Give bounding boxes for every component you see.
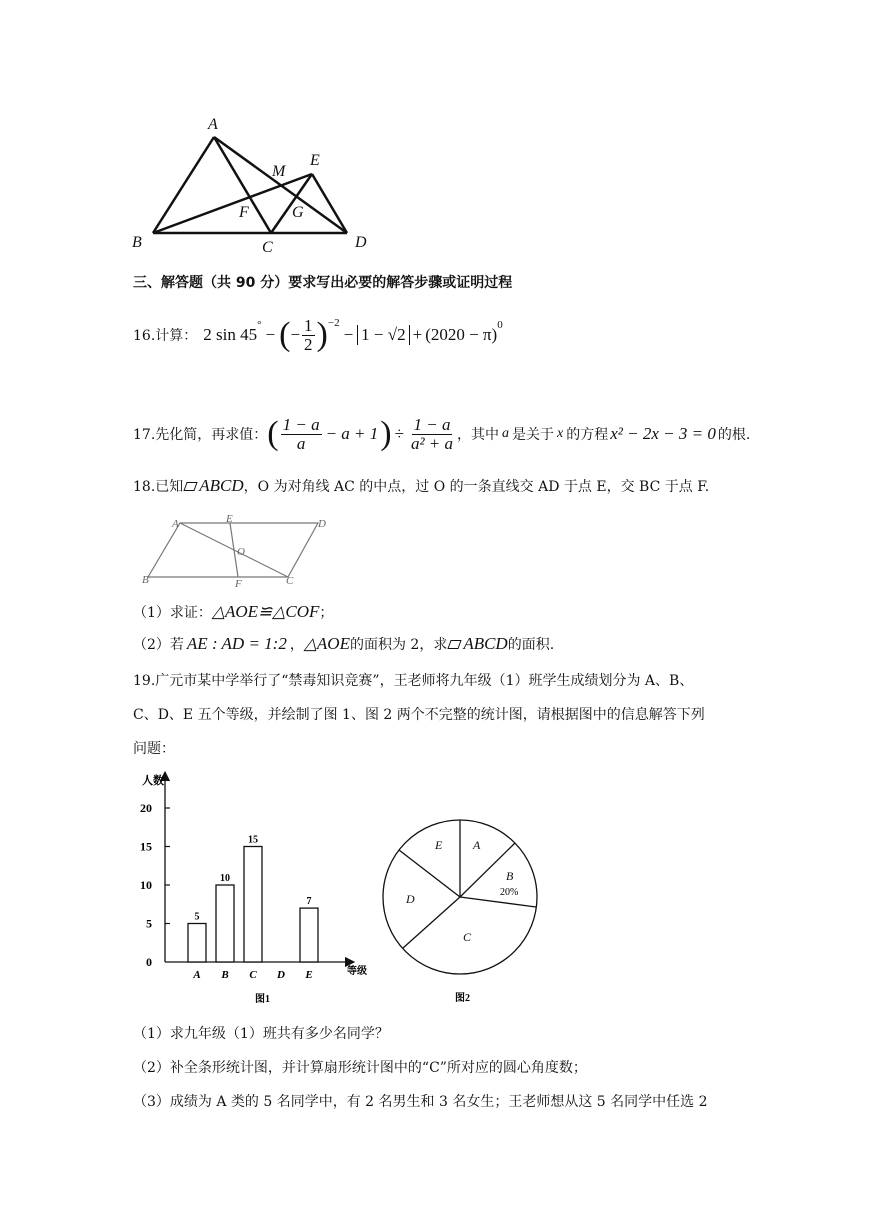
parallelogram-symbol-2 bbox=[448, 640, 462, 649]
q18-part2-mid1: ， bbox=[289, 637, 304, 653]
bar-data-label: 7 bbox=[306, 896, 312, 908]
q16-minus-2: − bbox=[343, 325, 354, 344]
q17-var-a: a bbox=[502, 426, 510, 441]
x-axis-label: 等级 bbox=[347, 966, 367, 977]
label-f: F bbox=[239, 204, 249, 221]
q19-line-3: 问题： bbox=[133, 741, 175, 757]
label-e: E bbox=[310, 152, 320, 169]
label-b: B bbox=[132, 234, 142, 251]
q16-frac-den: 2 bbox=[304, 334, 313, 354]
q18-part-2 bbox=[133, 634, 554, 654]
fig18-label-d: D bbox=[318, 518, 326, 530]
chart1-caption: 图1 bbox=[255, 994, 270, 1005]
q16-paren-expr: (2020 − π) bbox=[425, 325, 498, 344]
q19-line-1: 19.广元市某中学举行了“禁毒知识竞赛”，王老师将九年级（1）班学生成绩划分为 A、B、 bbox=[133, 673, 694, 689]
x-tick-label: D bbox=[277, 969, 285, 981]
q18-part2-ratio: AE : AD = 1:2 bbox=[186, 634, 287, 653]
segment-be bbox=[153, 174, 312, 233]
q18-shape-name: ABCD bbox=[199, 476, 244, 495]
pie-label-a: A bbox=[473, 838, 481, 852]
fig18-label-a: A bbox=[172, 518, 179, 530]
q18-part1-suffix: ； bbox=[319, 605, 334, 621]
q16-lparen: ( bbox=[279, 316, 291, 353]
triangle-figure bbox=[128, 110, 378, 260]
segment-ab bbox=[153, 137, 214, 233]
q17-tail-4: 的根. bbox=[717, 427, 751, 443]
fig18-label-f: F bbox=[235, 578, 242, 590]
q19-part-3: （3）成绩为 A 类的 5 名同学中，有 2 名男生和 3 名女生；王老师想从这 5 名同学中任选 2 bbox=[133, 1094, 708, 1110]
q16-exponent: −2 bbox=[327, 317, 340, 329]
q16-frac-num: 1 bbox=[304, 315, 313, 335]
pie-divider-de bbox=[399, 850, 460, 897]
q18-part2-mid2: 的面积为 2，求 bbox=[349, 637, 448, 653]
q19-part-2: （2）补全条形统计图，并计算扇形统计图中的“C”所对应的圆心角度数； bbox=[133, 1060, 587, 1076]
q16-exponent-zero: 0 bbox=[497, 319, 503, 331]
bar-c bbox=[244, 847, 262, 963]
y-tick-label: 0 bbox=[146, 955, 152, 969]
q16-fraction bbox=[302, 317, 315, 354]
q18-part1-math: △AOE≌△COF bbox=[211, 602, 320, 621]
parallelogram-symbol bbox=[184, 482, 198, 491]
q16-neg: − bbox=[290, 325, 301, 344]
q16-degree: ° bbox=[257, 319, 262, 331]
q17-frac2-den: a² + a bbox=[410, 433, 454, 453]
q18-part1-prefix: （1）求证： bbox=[133, 605, 212, 621]
pie-label-e: E bbox=[435, 838, 443, 852]
pie-label-c: C bbox=[463, 930, 472, 944]
bar-data-label: 5 bbox=[194, 911, 200, 923]
q17-var-x: x bbox=[557, 426, 564, 441]
q17-frac2-num: 1 − a bbox=[413, 414, 451, 434]
q19-part-1: （1）求九年级（1）班共有多少名同学？ bbox=[133, 1026, 389, 1042]
q17-tail-2: 是关于 bbox=[512, 427, 555, 443]
q17-tail-1: ，其中 bbox=[457, 427, 500, 443]
question-18 bbox=[133, 476, 709, 496]
y-tick-label: 15 bbox=[140, 839, 152, 854]
pie-label-d: D bbox=[406, 892, 415, 906]
q17-lparen: ( bbox=[267, 415, 279, 452]
fig18-label-b: B bbox=[142, 574, 149, 586]
y-tick-label: 20 bbox=[140, 801, 152, 815]
label-g: G bbox=[292, 204, 304, 221]
bar-b bbox=[216, 885, 234, 962]
q17-fraction-1 bbox=[281, 416, 322, 453]
q17-frac1-num: 1 − a bbox=[282, 414, 320, 434]
q17-prefix: 17.先化简，再求值： bbox=[133, 427, 268, 443]
q18-part2-shape: ABCD bbox=[463, 634, 508, 653]
pie-label-b: B bbox=[506, 869, 514, 883]
q17-divide: ÷ bbox=[394, 424, 404, 443]
q16-plus: + bbox=[412, 325, 423, 344]
pie-chart bbox=[378, 815, 548, 1010]
x-tick-label: A bbox=[193, 969, 201, 981]
q17-middle-terms: − a + 1 bbox=[325, 424, 379, 443]
q16-prefix: 16.计算： bbox=[133, 328, 198, 344]
x-tick-label: C bbox=[249, 969, 257, 981]
segment-ed bbox=[312, 174, 347, 233]
fig18-label-c: C bbox=[286, 575, 294, 587]
chart2-caption: 图2 bbox=[455, 993, 470, 1004]
q17-frac1-den: a bbox=[296, 433, 306, 453]
label-m: M bbox=[272, 163, 286, 180]
bar-a bbox=[188, 924, 206, 963]
parallelogram-figure bbox=[140, 515, 340, 590]
label-a: A bbox=[208, 116, 218, 133]
fig18-label-e: E bbox=[226, 515, 233, 525]
question-16 bbox=[133, 315, 503, 355]
q16-absolute: 1 − √2 bbox=[357, 325, 409, 345]
q18-part-1 bbox=[133, 602, 333, 622]
pie-b-percent: 20% bbox=[500, 887, 519, 898]
q18-part2-prefix: （2）若 bbox=[133, 637, 184, 653]
bar-chart bbox=[130, 770, 380, 1010]
fig18-label-o: O bbox=[237, 546, 245, 558]
q19-line-2: C、D、E 五个等级，并绘制了图 1、图 2 两个不完整的统计图，请根据图中的信息解答下列 bbox=[133, 707, 705, 723]
q18-part2-triangle: △AOE bbox=[303, 634, 350, 653]
y-tick-label: 5 bbox=[146, 916, 152, 931]
x-tick-label: E bbox=[305, 969, 313, 981]
q18-prefix: 18.已知 bbox=[133, 479, 184, 495]
bar-e bbox=[300, 908, 318, 962]
q18-part2-suffix: 的面积. bbox=[507, 637, 555, 653]
y-axis-label: 人数 bbox=[142, 775, 164, 787]
q16-sin-term: 2 sin 45 bbox=[203, 325, 258, 344]
q16-rparen: ) bbox=[316, 316, 328, 353]
label-c: C bbox=[262, 239, 273, 256]
q17-equation: x² − 2x − 3 = 0 bbox=[610, 424, 716, 443]
question-17 bbox=[133, 412, 750, 456]
q17-tail-3: 的方程 bbox=[566, 427, 609, 443]
q16-minus-1: − bbox=[265, 325, 276, 344]
q17-fraction-2 bbox=[409, 416, 455, 453]
x-tick-label: B bbox=[221, 969, 229, 981]
label-d: D bbox=[355, 234, 367, 251]
section-heading: 三、解答题（共 90 分）要求写出必要的解答步骤或证明过程 bbox=[133, 275, 513, 291]
bar-data-label: 15 bbox=[248, 834, 258, 846]
bar-data-label: 10 bbox=[220, 873, 230, 884]
q17-rparen: ) bbox=[380, 415, 392, 452]
q18-text: ，O 为对角线 AC 的中点，过 O 的一条直线交 AD 于点 E，交 BC 于点 F. bbox=[243, 479, 710, 495]
y-tick-label: 10 bbox=[140, 878, 152, 892]
pie-divider-bc bbox=[460, 897, 536, 907]
